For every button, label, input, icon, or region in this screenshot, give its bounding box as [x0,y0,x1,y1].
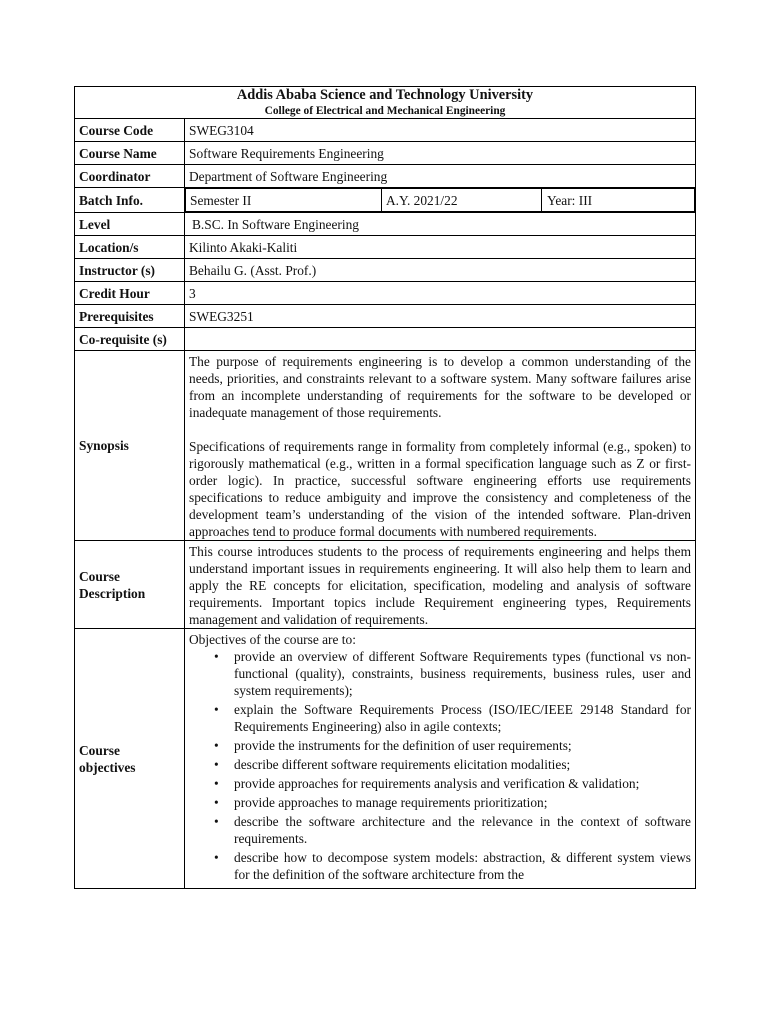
prerequisites-label: Prerequisites [75,305,185,328]
objectives-label-line-1: Course [79,742,120,758]
bullet-icon: • [214,850,219,865]
course-name-label: Course Name [75,142,185,165]
batch-info-label: Batch Info. [75,188,185,213]
credit-hour-label: Credit Hour [75,282,185,305]
description-label-line-2: Description [79,585,146,601]
credit-hour-value: 3 [185,282,696,305]
course-code-row [75,119,696,142]
bullet-icon: • [214,776,219,791]
objectives-cell [185,629,696,889]
instructor-value: Behailu G. (Asst. Prof.) [185,259,696,282]
coordinator-row [75,165,696,188]
corequisite-row [75,328,696,351]
description-text: This course introduces students to the process of requirements engineering and helps them understand important issues in requirements engineering. It will also help them to learn and apply the RE concepts for elicitation, specification, modeling and analysis of software requirements. Important topics include Requirement engineering types, Requirements management and validation of requirements. [189,544,691,627]
objectives-list [189,648,691,883]
description-row [75,541,696,629]
course-code-label: Course Code [75,119,185,142]
coordinator-label: Coordinator [75,165,185,188]
level-row [75,213,696,236]
bullet-icon: • [214,795,219,810]
credit-hour-row [75,282,696,305]
course-code-value: SWEG3104 [185,119,696,142]
list-item: • describe different software requirements elicitation modalities; [214,757,571,772]
synopsis-row [75,351,696,541]
description-label-line-1: Course [79,568,120,584]
level-value [185,213,696,236]
header-cell [75,87,696,119]
location-row [75,236,696,259]
course-info-table [74,86,696,889]
list-item: • describe how to decompose system models: abstraction, & different system views for the definition of the software architecture from the [214,850,691,882]
college-name: College of Electrical and Mechanical Engineering [264,105,506,117]
objectives-intro: Objectives of the course are to: [189,632,356,647]
academic-year-value: A.Y. 2021/22 [382,189,542,212]
level-label: Level [75,213,185,236]
list-item: • provide an overview of different Software Requirements types (functional vs non-functional (quality), constraints, business requirements, business rules, user and system requirements); [214,649,691,698]
bullet-icon: • [214,649,219,664]
corequisite-label: Co-requisite (s) [75,328,185,351]
synopsis-paragraph-2: Specifications of requirements range in formality from completely informal (e.g., spoken) to rigorously mathematical (e.g., written in a formal specification language such as Z or first-order logic). In practice, successful software engineering efforts use requirements specifications to reduce ambiguity and improve the consistency and completeness of the development team’s understanding of the vision of the intended software. Plan-driven approaches tend to produce formal documents with numbered requirements. [189,439,691,539]
list-item: • provide the instruments for the definition of user requirements; [214,738,572,753]
synopsis-cell [185,351,696,541]
year-value: Year: III [542,189,695,212]
list-item: • provide approaches for requirements analysis and verification & validation; [214,776,640,791]
list-item: • describe the software architecture and the relevance in the context of software requirements. [214,814,691,846]
level-text: B.SC. In Software Engineering [192,216,359,232]
course-name-row [75,142,696,165]
bullet-icon: • [214,738,219,753]
objectives-label [75,629,185,889]
synopsis-paragraph-1: The purpose of requirements engineering is to develop a common understanding of the needs, priorities, and constraints relevant to a software system. Many software failures arise from an incomplete understanding of requirements for the software to be developed or inadequate management of those requirements. [189,354,691,420]
bullet-icon: • [214,814,219,829]
instructor-label: Instructor (s) [75,259,185,282]
instructor-row [75,259,696,282]
location-label: Location/s [75,236,185,259]
description-label [75,541,185,629]
location-value: Kilinto Akaki-Kaliti [185,236,696,259]
list-item: • provide approaches to manage requirements prioritization; [214,795,548,810]
prerequisites-row [75,305,696,328]
batch-info-row [75,188,696,213]
corequisite-value [185,328,696,351]
prerequisites-value: SWEG3251 [185,305,696,328]
header-row [75,87,696,119]
objectives-label-line-2: objectives [79,759,136,775]
description-cell [185,541,696,629]
objectives-row [75,629,696,889]
bullet-icon: • [214,757,219,772]
list-item: • explain the Software Requirements Process (ISO/IEC/IEEE 29148 Standard for Requirements Engineering) also in agile contexts; [214,702,691,734]
synopsis-label: Synopsis [75,351,185,541]
batch-info-cell [185,188,696,213]
course-name-value: Software Requirements Engineering [185,142,696,165]
bullet-icon: • [214,702,219,717]
semester-value: Semester II [186,189,382,212]
coordinator-value: Department of Software Engineering [185,165,696,188]
objectives-content [189,631,691,888]
university-name: Addis Ababa Science and Technology University [236,87,534,103]
